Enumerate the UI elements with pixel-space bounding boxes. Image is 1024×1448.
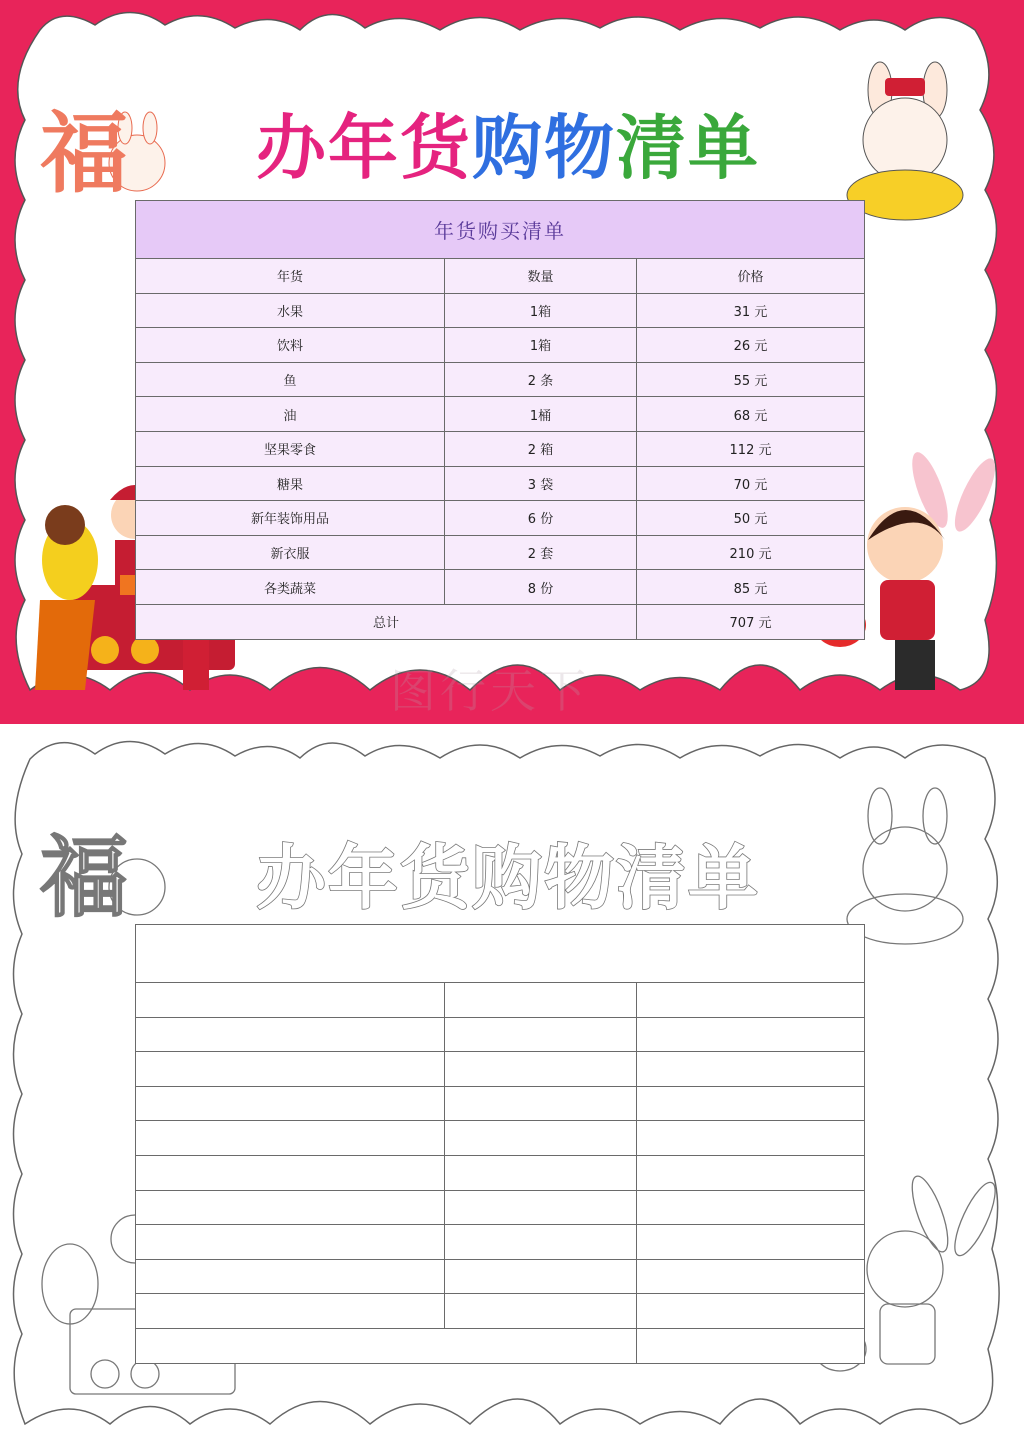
blank-cell <box>445 1086 637 1121</box>
blank-cell <box>637 1017 865 1052</box>
title-char: 单 <box>688 107 760 189</box>
blank-cell <box>445 1052 637 1087</box>
table-row <box>136 431 865 466</box>
cell-price: 85 元 <box>637 570 865 605</box>
blank-cell <box>136 1190 445 1225</box>
title-char: 办 <box>256 837 328 919</box>
cell-item: 新衣服 <box>136 535 445 570</box>
cell-item: 鱼 <box>136 362 445 397</box>
table-row <box>136 501 865 536</box>
title-char: 购 <box>472 837 544 919</box>
cell-quantity: 1箱 <box>445 328 637 363</box>
fu-character-outline: 福 <box>40 825 129 929</box>
title-char: 年 <box>328 837 400 919</box>
outline-page <box>0 724 1024 1448</box>
cell-item: 油 <box>136 397 445 432</box>
cell-quantity: 2 套 <box>445 535 637 570</box>
blank-cell <box>136 1086 445 1121</box>
title-char: 清 <box>616 837 688 919</box>
header-price: 价格 <box>637 259 865 294</box>
blank-cell <box>136 1052 445 1087</box>
title-char: 购 <box>472 107 544 189</box>
cell-quantity: 2 箱 <box>445 431 637 466</box>
title-char: 物 <box>544 107 616 189</box>
cell-item: 糖果 <box>136 466 445 501</box>
total-label: 总计 <box>136 604 637 639</box>
cell-item: 水果 <box>136 293 445 328</box>
cell-item: 坚果零食 <box>136 431 445 466</box>
blank-list-table <box>135 924 865 1364</box>
table-row <box>136 293 865 328</box>
header-item: 年货 <box>136 259 445 294</box>
page-title-outline <box>198 828 818 928</box>
blank-cell <box>136 1259 445 1294</box>
cell-item: 饮料 <box>136 328 445 363</box>
title-char: 物 <box>544 837 616 919</box>
total-row <box>136 604 865 639</box>
blank-cell <box>445 1294 637 1329</box>
table-row <box>136 397 865 432</box>
blank-cell <box>136 1328 637 1363</box>
blank-cell <box>445 1155 637 1190</box>
blank-cell <box>637 1328 865 1363</box>
blank-cell <box>445 1017 637 1052</box>
title-char: 办 <box>256 107 328 189</box>
blank-cell <box>637 1294 865 1329</box>
blank-cell <box>136 983 445 1018</box>
title-char: 清 <box>616 107 688 189</box>
blank-cell <box>445 1121 637 1156</box>
fu-character: 福 <box>40 101 129 205</box>
blank-cell <box>637 983 865 1018</box>
blank-cell <box>637 1259 865 1294</box>
blank-cell <box>136 1017 445 1052</box>
blank-cell <box>637 1225 865 1260</box>
blank-cell <box>445 1190 637 1225</box>
title-char: 货 <box>400 837 472 919</box>
header-quantity: 数量 <box>445 259 637 294</box>
page-title <box>198 98 818 198</box>
title-char: 单 <box>688 837 760 919</box>
blank-cell <box>136 1225 445 1260</box>
cell-quantity: 2 条 <box>445 362 637 397</box>
blank-cell <box>637 1155 865 1190</box>
blank-cell <box>445 983 637 1018</box>
blank-cell <box>637 1052 865 1087</box>
blank-cell <box>637 1121 865 1156</box>
cell-quantity: 3 袋 <box>445 466 637 501</box>
cell-price: 55 元 <box>637 362 865 397</box>
blank-cell <box>637 1086 865 1121</box>
cell-quantity: 8 份 <box>445 570 637 605</box>
table-caption: 年货购买清单 <box>136 201 865 259</box>
blank-caption-cell <box>136 925 865 983</box>
blank-cell <box>445 1259 637 1294</box>
cell-item: 新年装饰用品 <box>136 501 445 536</box>
cell-quantity: 1桶 <box>445 397 637 432</box>
table-row <box>136 362 865 397</box>
cell-price: 26 元 <box>637 328 865 363</box>
cell-price: 112 元 <box>637 431 865 466</box>
cell-price: 68 元 <box>637 397 865 432</box>
table-row <box>136 466 865 501</box>
table-row <box>136 570 865 605</box>
cell-quantity: 6 份 <box>445 501 637 536</box>
cell-price: 50 元 <box>637 501 865 536</box>
cell-price: 210 元 <box>637 535 865 570</box>
shopping-list-table <box>135 200 865 640</box>
blank-cell <box>445 1225 637 1260</box>
table-row <box>136 328 865 363</box>
title-char: 年 <box>328 107 400 189</box>
blank-cell <box>136 1294 445 1329</box>
total-value: 707 元 <box>637 604 865 639</box>
table-row <box>136 535 865 570</box>
cell-price: 31 元 <box>637 293 865 328</box>
blank-cell <box>136 1155 445 1190</box>
watermark: 图行天下 <box>390 664 590 718</box>
blank-cell <box>136 1121 445 1156</box>
cell-item: 各类蔬菜 <box>136 570 445 605</box>
blank-cell <box>637 1190 865 1225</box>
cell-price: 70 元 <box>637 466 865 501</box>
cell-quantity: 1箱 <box>445 293 637 328</box>
title-char: 货 <box>400 107 472 189</box>
